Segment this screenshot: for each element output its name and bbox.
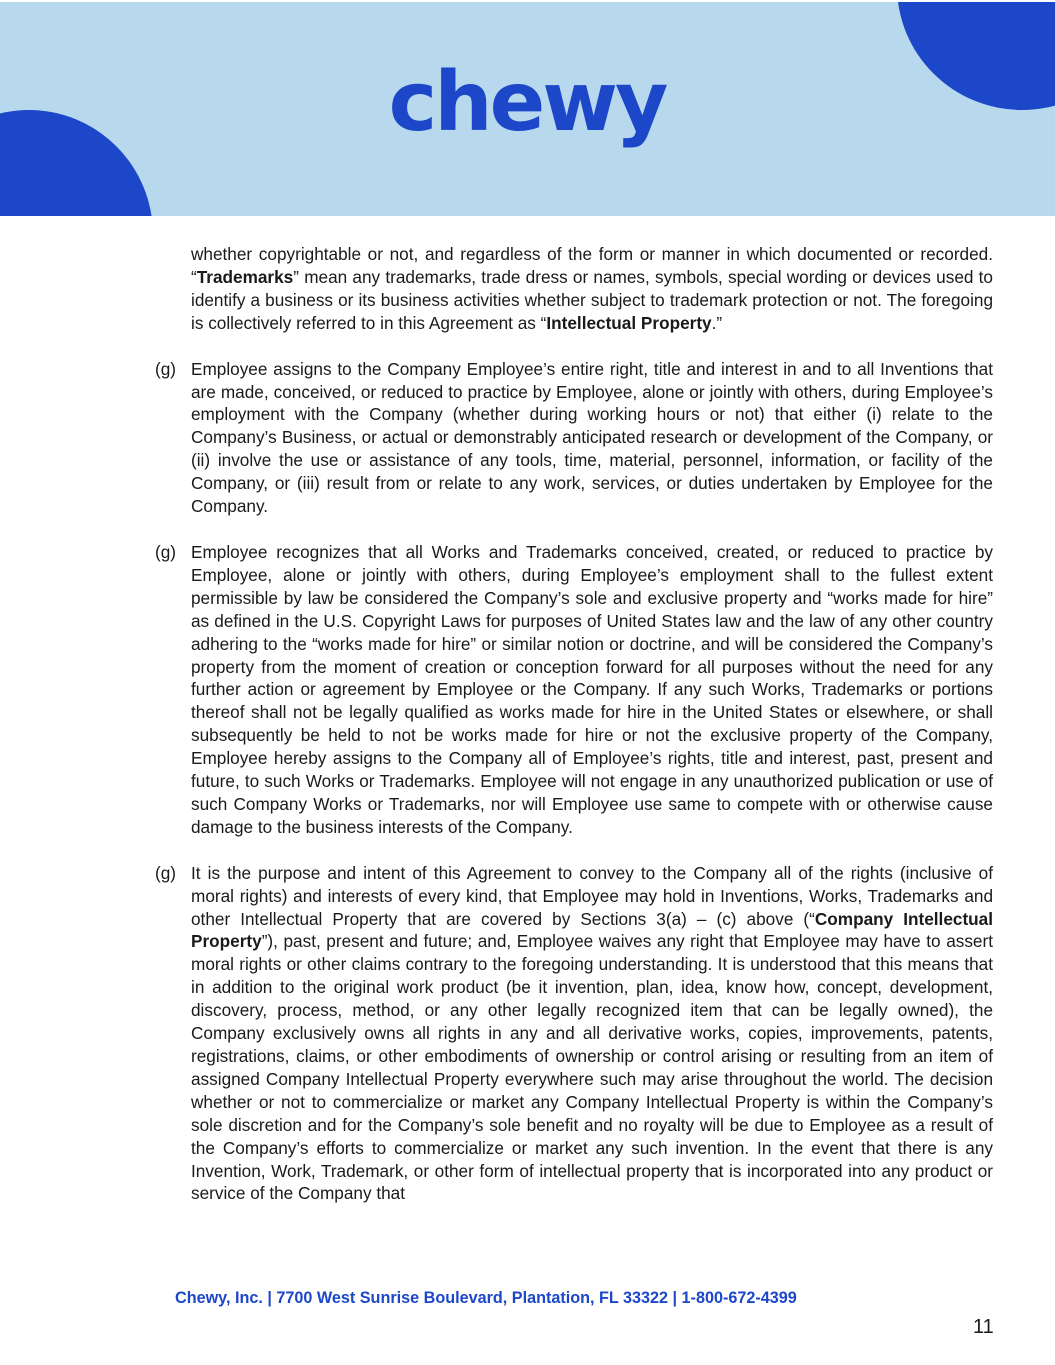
footer-address: Chewy, Inc. | 7700 West Sunrise Boulevard, Plantation, FL 33322 | 1-800-672-4399 bbox=[175, 1289, 797, 1307]
paragraph-text: ” mean any trademarks, trade dress or names, symbols, special wording or devices used to identify a business or its business activities whether subject to trademark protection or not. The foregoing is collectively referred to in this Agreement as “ bbox=[191, 266, 993, 333]
paragraph-label: (g) bbox=[155, 862, 177, 883]
paragraph-text: Employee assigns to the Company Employee’s entire right, title and interest in and to all Inventions that are made, conceived, or reduced to practice by Employee, alone or jointly with others, during Employee’s employment with the Company (whether during working hours or not) that either (i) relate to the Company’s Business, or actual or demonstrably anticipated research or development of the Company, or (ii) involve the use or assistance of any tools, time, material, personnel, information, or facility of the Company, or (iii) result from or relate to any work, services, or duties undertaken by Employee for the Company. bbox=[191, 358, 993, 517]
paragraph-text: .” bbox=[711, 312, 723, 333]
decorative-circle-left bbox=[0, 110, 153, 216]
page-header bbox=[0, 2, 1055, 216]
defined-term-company-ip: Company Intellectual Property bbox=[191, 908, 993, 952]
paragraph-text: whether copyrightable or not, and regardless of the form or manner in which documented or recorded. “ bbox=[191, 244, 993, 287]
defined-term-trademarks: Trademarks bbox=[196, 266, 294, 287]
decorative-circle-right bbox=[897, 2, 1055, 110]
defined-term-intellectual-property: Intellectual Property bbox=[546, 312, 712, 333]
paragraph-g-assignment bbox=[155, 358, 993, 518]
chewy-logo bbox=[380, 60, 674, 160]
paragraph-continuation bbox=[155, 243, 993, 335]
document-body bbox=[155, 243, 993, 1228]
paragraph-text: It is the purpose and intent of this Agreement to convey to the Company all of the rights (inclusive of moral rights) and interests of every kind, that Employee may hold in Inventions, Works, Trademarks and other Intellectual Property that are covered by Sections 3(a) – (c) above (“ bbox=[191, 862, 993, 929]
paragraph-text: ”), past, present and future; and, Employee waives any right that Employee may have to assert moral rights or other claims contrary to the foregoing understanding. It is understood that this means that in addition to the original work product (be it invention, plan, idea, know how, concept, development, discovery, process, method, or any other legally recognized item that can be legally owned), the Company exclusively owns all rights in any and all derivative works, copies, improvements, patents, registrations, claims, or other embodiments of ownership or control arising or resulting from an item of assigned Company Intellectual Property everywhere such may arise throughout the world. The decision whether or not to commercialize or market any Company Intellectual Property is within the Company’s sole discretion and for the Company’s sole benefit and no royalty will be due to Employee as a result of the Company’s efforts to commercialize or market any such invention. In the event that there is any Invention, Work, Trademark, or other form of intellectual property that is incorporated into any product or service of the Company that bbox=[191, 931, 993, 1204]
paragraph-g-moral-rights bbox=[155, 862, 993, 1206]
logo-wordmark: chewy bbox=[388, 60, 666, 150]
paragraph-label: (g) bbox=[155, 358, 177, 379]
page-number: 11 bbox=[973, 1316, 994, 1338]
paragraph-label: (g) bbox=[155, 541, 177, 562]
paragraph-g-works-for-hire bbox=[155, 541, 993, 839]
paragraph-text: Employee recognizes that all Works and Trademarks conceived, created, or reduced to practice by Employee, alone or jointly with others, during Employee’s employment shall to the fullest extent permissible by law be considered the Company’s sole and exclusive property and “works made for hire” as defined in the U.S. Copyright Laws for purposes of United States law and the law of any other country adhering to the “works made for hire” or similar notion or doctrine, and will be considered the Company’s property from the moment of creation or conception forward for all purposes without the need for any further action or agreement by Employee or the Company. If any such Works, Trademarks or portions thereof shall not be legally qualified as works made for hire in the United States or elsewhere, or shall subsequently be held to not be works made for hire or not the exclusive property of the Company, Employee hereby assigns to the Company all of Employee’s rights, title and interest, past, present and future, to such Works or Trademarks. Employee will not engage in any unauthorized publication or use of such Company Works or Trademarks, nor will Employee use same to compete with or otherwise cause damage to the business interests of the Company. bbox=[191, 541, 993, 837]
